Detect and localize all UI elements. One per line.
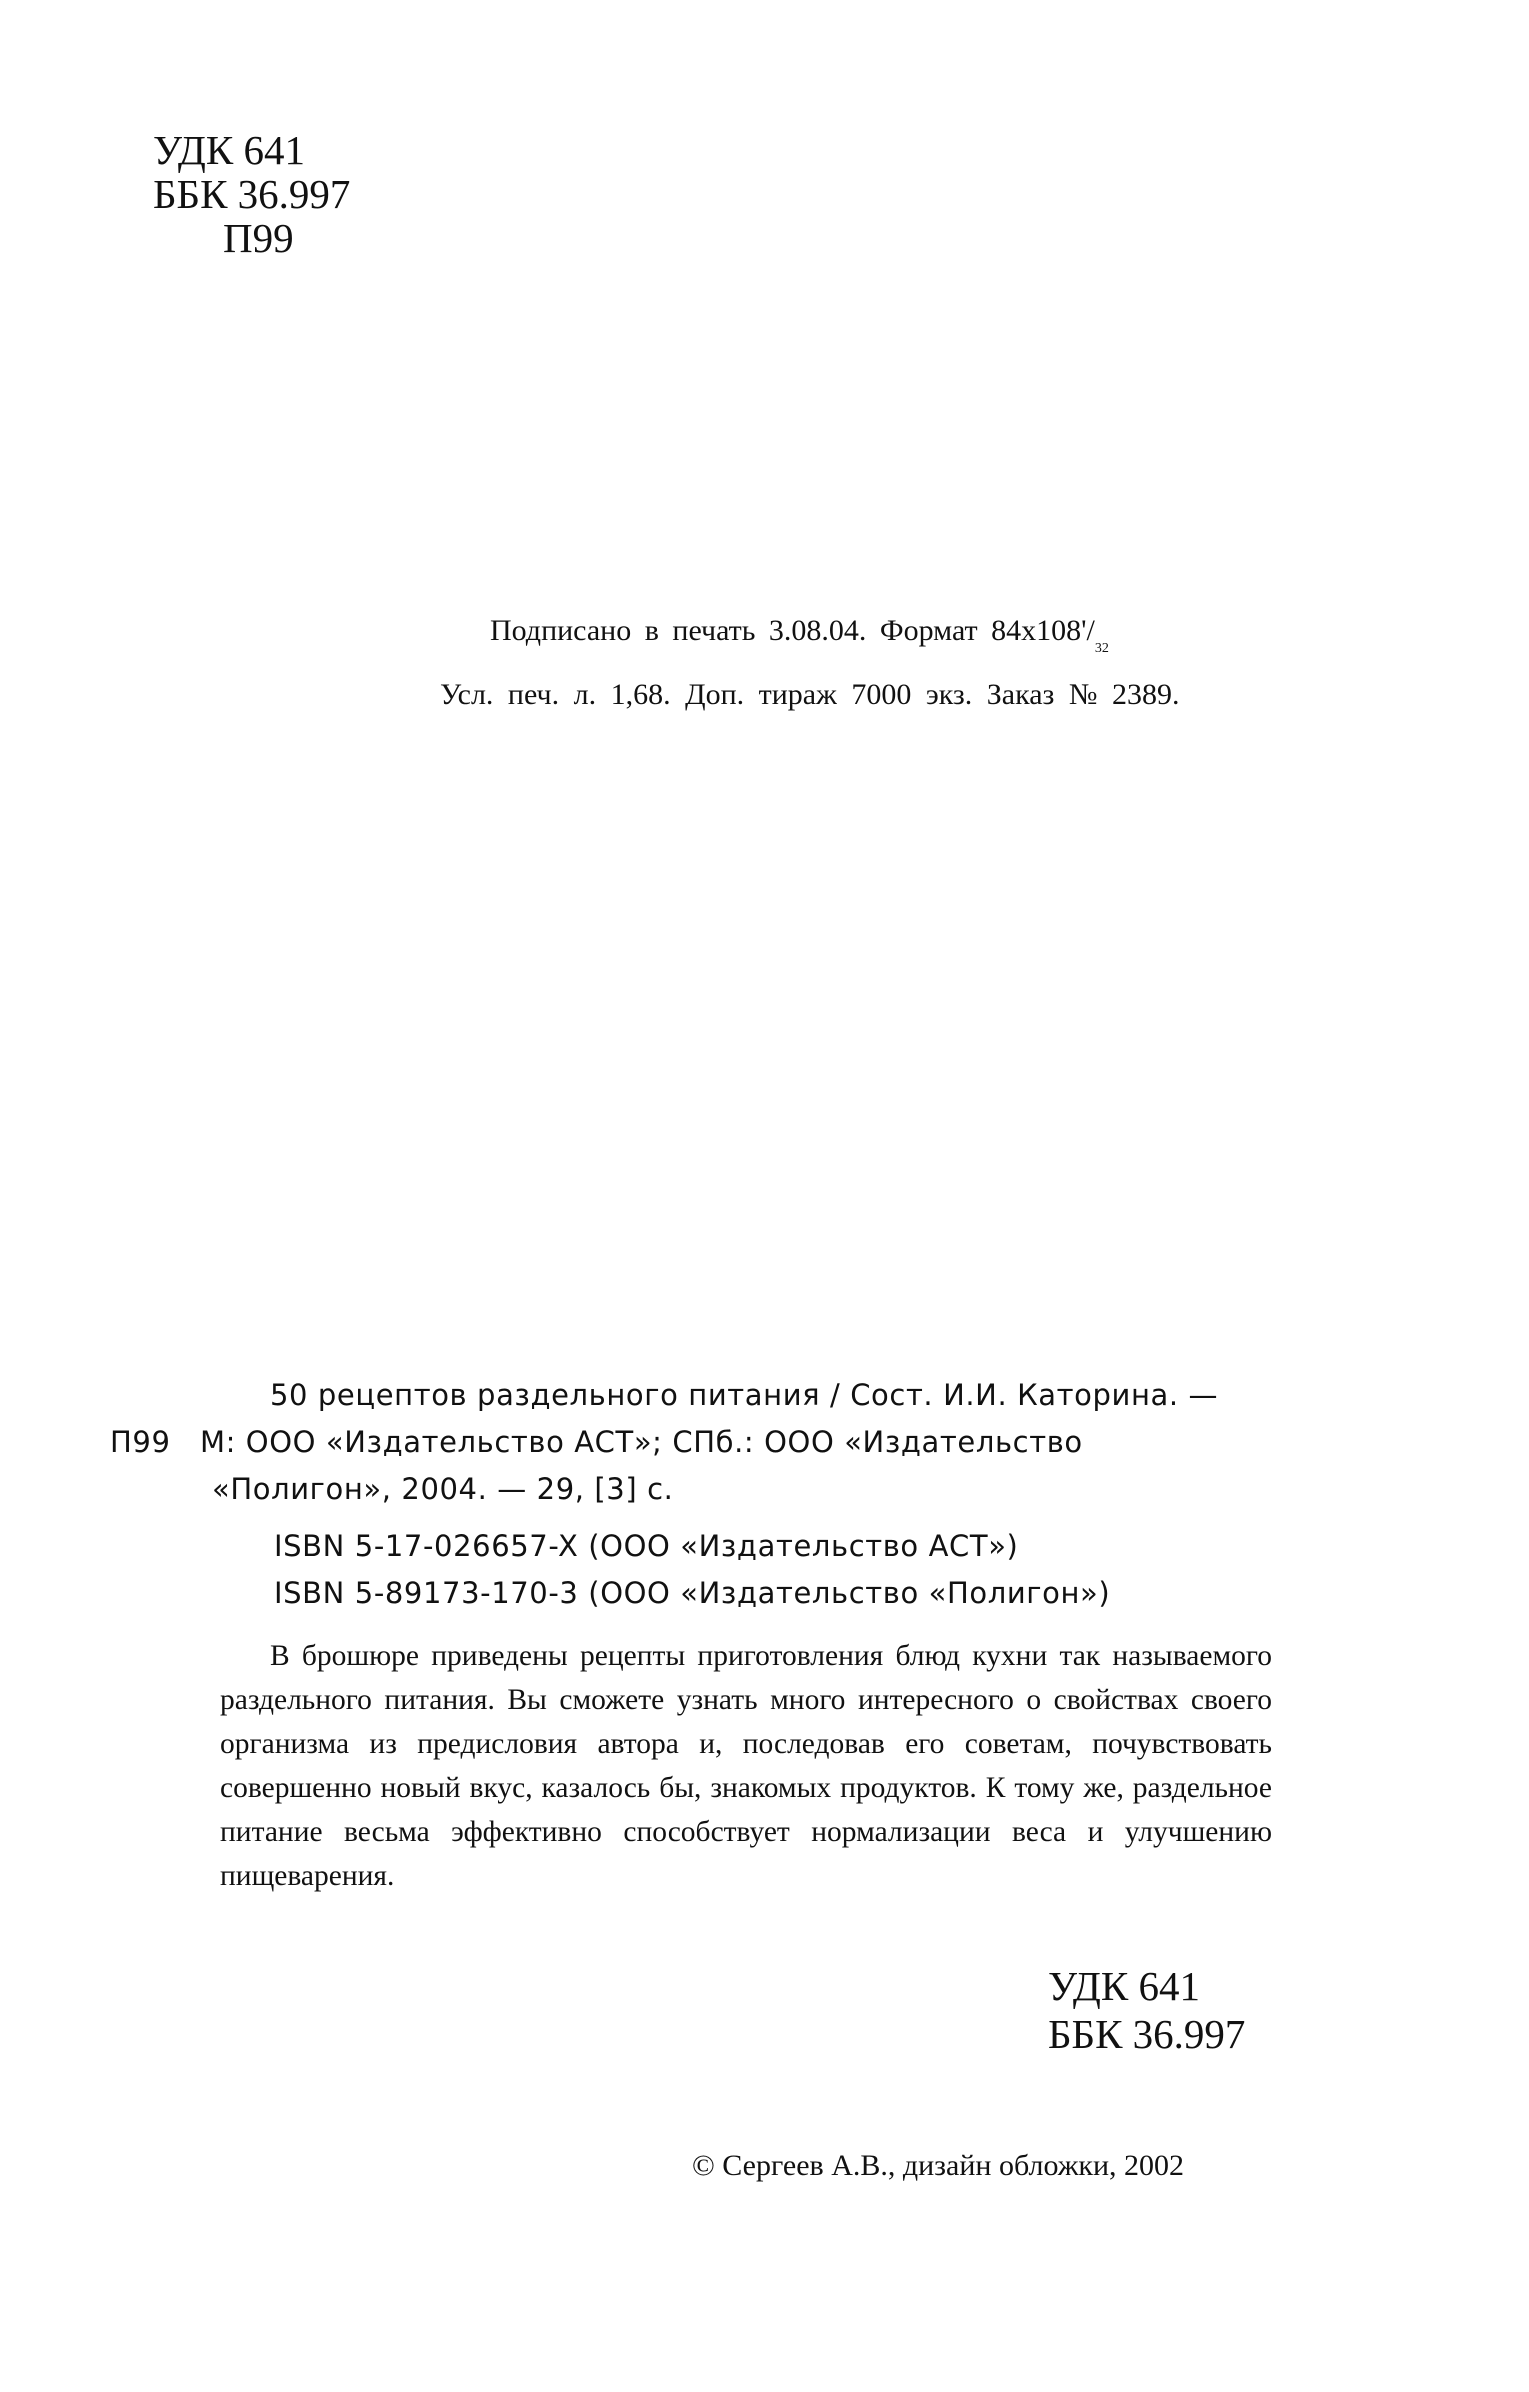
classification-bottom xyxy=(1048,1962,1245,2058)
biblio-author-mark: П99 xyxy=(110,1425,171,1459)
udk-code: УДК 641 xyxy=(153,127,305,173)
bibliographic-entry xyxy=(110,1372,1250,1617)
print-info xyxy=(440,608,1180,718)
biblio-line-3: «Полигон», 2004. — 29, [3] с. xyxy=(212,1472,674,1506)
isbn-poligon: ISBN 5-89173-170-3 (ООО «Издательство «Полигон») xyxy=(274,1576,1111,1610)
print-info-line-1 xyxy=(440,608,1180,672)
copyright-notice: © Сергеев А.В., дизайн обложки, 2002 xyxy=(692,2149,1185,2182)
author-mark: П99 xyxy=(223,215,294,261)
annotation: В брошюре приведены рецепты приготовления блюд кухни так называемого раздельного питания. Вы сможете узнать много интересного о свойствах своего организма из предисловия автора и, последовав его советам, почувствовать совершенно новый вкус, казалось бы, знакомых продуктов. К тому же, раздельное питание весьма эффективно способствует нормализации веса и улучшению пищеварения. xyxy=(220,1640,1272,1892)
print-info-line-2: Усл. печ. л. 1,68. Доп. тираж 7000 экз. Заказ № 2389. xyxy=(440,678,1180,711)
biblio-line-1: 50 рецептов раздельного питания / Сост. И.И. Каторина. — xyxy=(270,1378,1219,1412)
print-info-format-denominator: 32 xyxy=(1094,641,1109,656)
print-info-signed: Подписано в печать 3.08.04. Формат 84x108'/ xyxy=(490,614,1095,647)
classification-top xyxy=(153,128,350,260)
biblio-line-2-text: М: ООО «Издательство АСТ»; СПб.: ООО «Издательство xyxy=(200,1425,1083,1459)
isbn-ast: ISBN 5-17-026657-X (ООО «Издательство АСТ») xyxy=(274,1529,1019,1563)
udk-code-bottom: УДК 641 xyxy=(1048,1963,1200,2009)
bbk-code-bottom: ББК 36.997 xyxy=(1048,2011,1246,2057)
biblio-line-2 xyxy=(110,1419,1250,1466)
bbk-code: ББК 36.997 xyxy=(153,171,351,217)
